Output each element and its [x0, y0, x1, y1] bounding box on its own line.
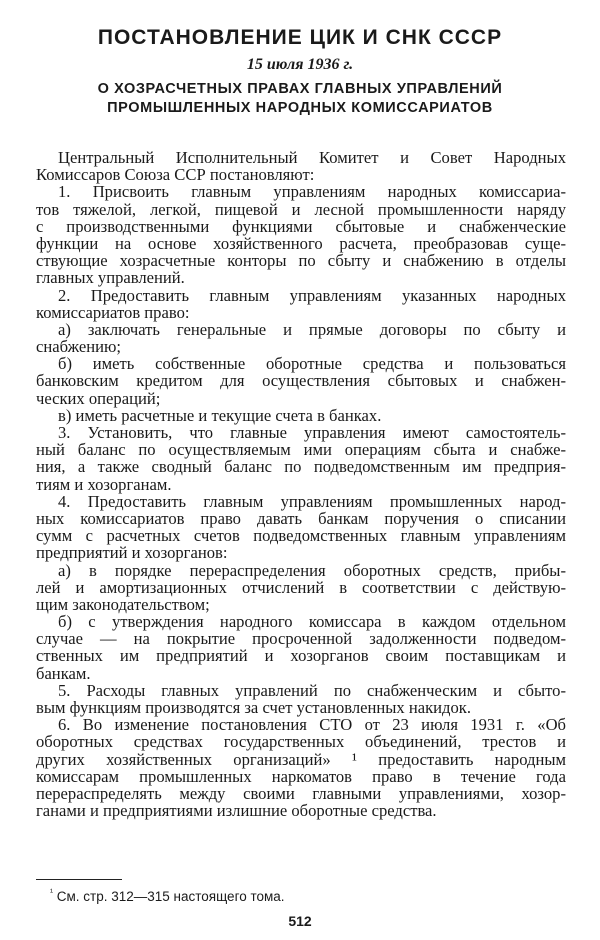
text-line: других хозяйственных организаций» ¹ предоставить народным	[36, 749, 566, 769]
text-line: ческих операций;	[36, 388, 161, 408]
footnote-divider	[36, 879, 122, 880]
text-line: б) с утверждения народного комиссара в каждом отдельном	[58, 612, 566, 632]
text-line: банкам.	[36, 663, 91, 683]
text-line: случае — на покрытие просроченной задолженности подведом-	[36, 629, 566, 649]
text-line: Комиссаров Союза ССР постановляют:	[36, 165, 315, 185]
text-line: Центральный Исполнительный Комитет и Совет Народных	[58, 148, 566, 167]
text-line: 4. Предоставить главным управлениям промышленных народ-	[58, 491, 566, 511]
text-line: сумм с расчетных счетов подведомственных главным управлениям	[36, 526, 566, 546]
text-line: комиссарам промышленных наркоматов право в течение года	[36, 766, 566, 786]
document-title: ПОСТАНОВЛЕНИЕ ЦИК И СНК СССР	[97, 26, 503, 49]
text-line: с производственными функциями сбытовые и снабженческие	[36, 216, 566, 236]
text-line: функции на основе хозяйственного расчета, преобразовав суще-	[36, 233, 566, 253]
text-line: банковским кредитом для осуществления сбытовых и снабжен-	[36, 371, 566, 391]
text-line: комиссариатов право:	[36, 302, 190, 322]
footnote	[50, 887, 285, 904]
text-line: ственных им предприятий и хозорганов своим поставщикам и	[36, 646, 566, 666]
text-line: б) иметь собственные оборотные средства и пользоваться	[58, 354, 566, 374]
text-line: ных комиссариатов право давать банкам поручения о списании	[36, 508, 566, 528]
text-line: 5. Расходы главных управлений по снабженческим и сбыто-	[58, 680, 566, 700]
text-line: предприятий и хозорганов:	[36, 543, 228, 563]
footnote-text: См. стр. 312—315 настоящего тома.	[56, 889, 285, 904]
text-line: перераспределять между своими главными управлениями, хозор-	[36, 783, 566, 803]
text-line: снабжению;	[36, 337, 122, 357]
text-line: тов тяжелой, легкой, пищевой и лесной промышленности наряду	[36, 199, 566, 219]
subtitle-line: О ХОЗРАСЧЕТНЫХ ПРАВАХ ГЛАВНЫХ УПРАВЛЕНИЙ	[97, 81, 503, 97]
footnote-mark: ¹	[50, 887, 53, 897]
text-line: ния, а также сводный баланс по подведомственным им предприя-	[36, 457, 566, 477]
text-line: главных управлений.	[36, 268, 185, 288]
text-line: 2. Предоставить главным управлениям указанных народных	[58, 285, 566, 305]
document-subtitle	[0, 80, 600, 118]
document-date: 15 июля 1936 г.	[246, 56, 354, 73]
text-line: в) иметь расчетные и текущие счета в банках.	[58, 405, 382, 425]
text-line: тиям и хозорганам.	[36, 474, 172, 494]
text-line: а) в порядке перераспределения оборотных средств, прибы-	[58, 560, 566, 580]
document-body	[36, 149, 566, 819]
subtitle-line: ПРОМЫШЛЕННЫХ НАРОДНЫХ КОМИССАРИАТОВ	[107, 100, 493, 116]
text-line: вым функциям производятся за счет установленных накидок.	[36, 698, 472, 717]
text-line: щим законодательством;	[36, 594, 210, 614]
text-line: 1. Присвоить главным управлениям народных комиссариа-	[58, 182, 566, 202]
text-line: ный баланс по осуществляемым ими операциям сбыта и снабже-	[36, 440, 566, 460]
text-line: лей и амортизационных отчислений в соответствии с действую-	[36, 577, 566, 597]
page-number: 512	[288, 913, 312, 929]
text-line: ганами и предприятиями излишние оборотные средства.	[36, 801, 437, 821]
text-line: а) заключать генеральные и прямые договоры по сбыту и	[58, 319, 566, 339]
text-line: 3. Установить, что главные управления имеют самостоятель-	[58, 423, 566, 442]
text-line: 6. Во изменение постановления СТО от 23 июля 1931 г. «Об	[58, 715, 566, 735]
text-line: ствующие хозрасчетные конторы по сбыту и снабжению в отделы	[36, 251, 566, 271]
text-line: оборотных средствах государственных объединений, трестов и	[36, 732, 566, 752]
